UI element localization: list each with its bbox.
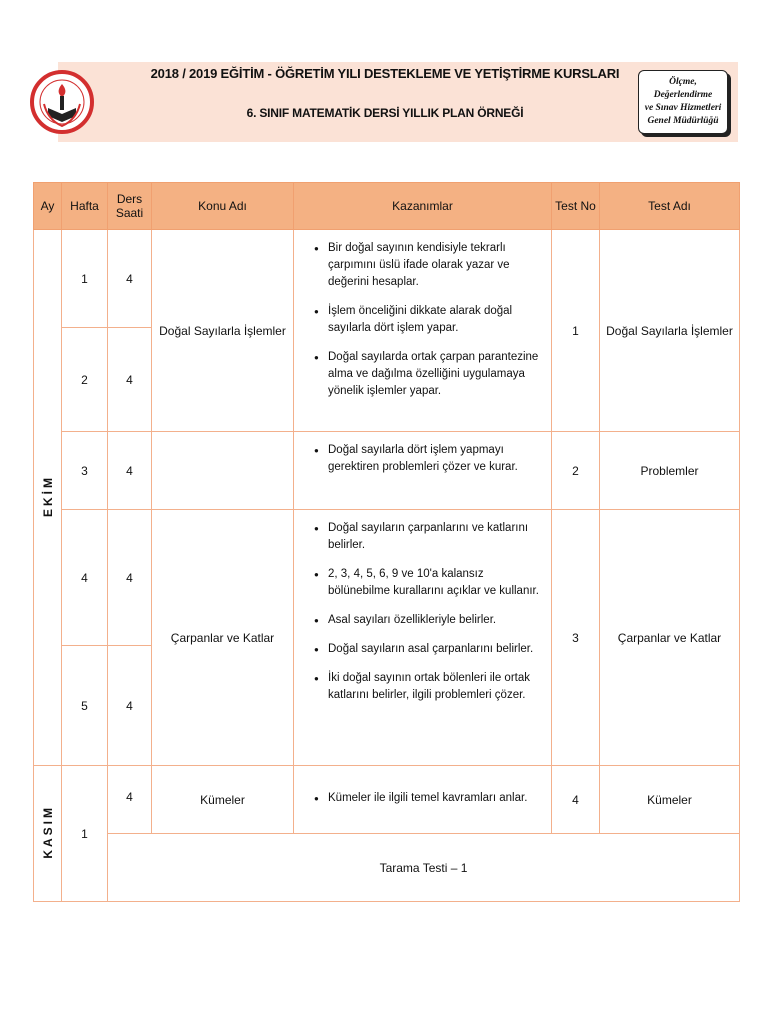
hafta-cell: 1 <box>62 766 108 902</box>
kazanimlar-cell <box>294 230 552 432</box>
kazanim-item: ● Doğal sayıların çarpanlarını ve katlarını belirler. <box>328 520 545 554</box>
konu-cell <box>152 432 294 510</box>
col-ay: Ay <box>34 183 62 230</box>
stamp-line: ve Sınav Hizmetleri <box>644 103 722 113</box>
kazanim-item: ● İki doğal sayının ortak bölenleri ile ortak katlarını belirler, ilgili problemleri çözer. <box>328 670 545 704</box>
ders-saati-cell: 4 <box>108 432 152 510</box>
kazanim-item: ● Doğal sayılarla dört işlem yapmayı gerektiren problemleri çözer ve kurar. <box>328 442 545 476</box>
hafta-cell: 2 <box>62 328 108 432</box>
table-row <box>34 230 740 328</box>
kazanim-item: ● İşlem önceliğini dikkate alarak doğal sayılarla dört işlem yapar. <box>328 303 545 337</box>
kazanim-item: ● Asal sayıları özellikleriyle belirler. <box>328 612 545 629</box>
hafta-cell: 4 <box>62 510 108 646</box>
ders-saati-cell: 4 <box>108 766 152 834</box>
table-row <box>34 834 740 902</box>
title-line-2: 6. SINIF MATEMATİK DERSİ YILLIK PLAN ÖRNEĞİ <box>246 106 524 120</box>
hafta-cell: 1 <box>62 230 108 328</box>
month-kasim: KASIM <box>34 766 62 902</box>
table-row <box>34 432 740 510</box>
title-line-1: 2018 / 2019 EĞİTİM - ÖĞRETİM YILI DESTEKLEME VE YETİŞTİRME KURSLARI <box>150 66 620 81</box>
table-row <box>34 510 740 646</box>
test-adi-cell: Çarpanlar ve Katlar <box>600 510 740 766</box>
col-konu-adi: Konu Adı <box>152 183 294 230</box>
hafta-cell: 3 <box>62 432 108 510</box>
kazanimlar-cell <box>294 432 552 510</box>
tarama-testi: Tarama Testi – 1 <box>108 834 740 902</box>
kazanim-item: ● Bir doğal sayının kendisiyle tekrarlı çarpımını üslü ifade olarak yazar ve değerini hesaplar. <box>328 240 545 291</box>
col-test-no: Test No <box>552 183 600 230</box>
table-header-row <box>34 183 740 230</box>
ders-saati-cell: 4 <box>108 230 152 328</box>
test-adi-cell: Kümeler <box>600 766 740 834</box>
col-ders-saati: Ders Saati <box>108 183 152 230</box>
month-ekim: EKİM <box>34 230 62 766</box>
kazanim-item: ● Doğal sayıların asal çarpanlarını belirler. <box>328 641 545 658</box>
col-kazanimlar: Kazanımlar <box>294 183 552 230</box>
ministry-logo <box>30 42 94 162</box>
test-no-cell: 1 <box>552 230 600 432</box>
ders-saati-cell: 4 <box>108 646 152 766</box>
stamp-line: Genel Müdürlüğü <box>647 116 719 126</box>
konu-cell: Kümeler <box>152 766 294 834</box>
table-row <box>34 766 740 834</box>
kazanim-item: ● 2, 3, 4, 5, 6, 9 ve 10'a kalansız bölünebilme kurallarını açıklar ve kullanır. <box>328 566 545 600</box>
col-hafta: Hafta <box>62 183 108 230</box>
test-no-cell: 3 <box>552 510 600 766</box>
konu-cell: Doğal Sayılarla İşlemler <box>152 230 294 432</box>
hafta-cell: 5 <box>62 646 108 766</box>
kazanim-item: ● Kümeler ile ilgili temel kavramları anlar. <box>328 790 545 807</box>
kazanimlar-cell <box>294 766 552 834</box>
stamp-box <box>638 70 728 134</box>
test-adi-cell: Doğal Sayılarla İşlemler <box>600 230 740 432</box>
test-no-cell: 2 <box>552 432 600 510</box>
ders-saati-cell: 4 <box>108 328 152 432</box>
plan-table <box>33 182 740 902</box>
kazanim-item: ● Doğal sayılarda ortak çarpan parantezine alma ve dağılma özelliğini uygulamaya yönelik işlemler yapar. <box>328 349 545 400</box>
konu-cell: Çarpanlar ve Katlar <box>152 510 294 766</box>
col-test-adi: Test Adı <box>600 183 740 230</box>
test-adi-cell: Problemler <box>600 432 740 510</box>
stamp-line: Ölçme, Değerlendirme <box>653 77 713 100</box>
test-no-cell: 4 <box>552 766 600 834</box>
kazanimlar-cell <box>294 510 552 766</box>
ders-saati-cell: 4 <box>108 510 152 646</box>
